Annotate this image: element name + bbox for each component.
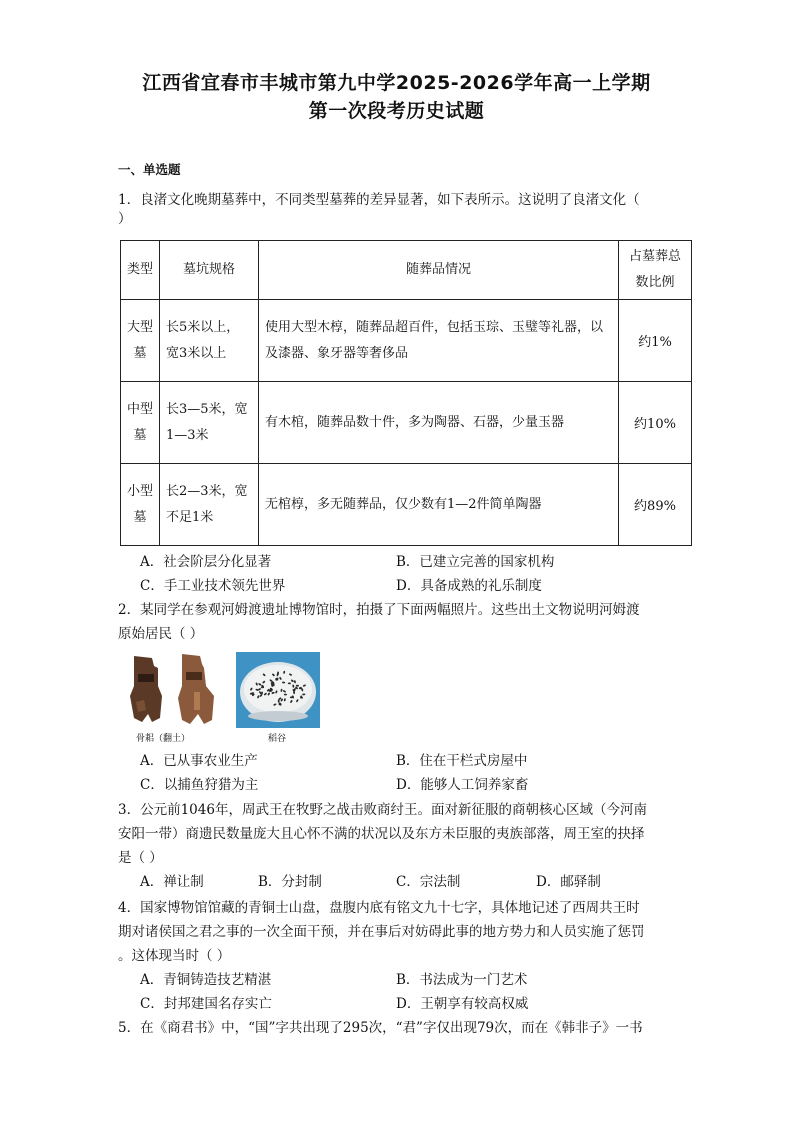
question-2-option-c[interactable]: C．以捕鱼狩猎为主 — [140, 777, 259, 793]
table-cell-type: 中型墓 — [121, 382, 160, 464]
question-2-option-b[interactable]: B．住在干栏式房屋中 — [396, 753, 528, 769]
question-4-stem — [118, 896, 678, 968]
tomb-comparison-table — [120, 240, 692, 546]
table-cell-size: 长3—5米，宽1—3米 — [160, 382, 259, 464]
rice-grains-caption: 稻谷 — [268, 734, 287, 744]
table-header-percentage: 占墓葬总数比例 — [619, 241, 692, 300]
question-1-stem-line2: ） — [118, 211, 132, 227]
question-3-option-c[interactable]: C．宗法制 — [396, 874, 461, 890]
rice-grains-image — [236, 652, 320, 728]
table-row — [121, 382, 692, 464]
question-1-option-d[interactable]: D．具备成熟的礼乐制度 — [396, 578, 542, 594]
question-3-stem-line1: 3．公元前1046年，周武王在牧野之战击败商纣王。面对新征服的商朝核心区域（今河南 — [118, 802, 647, 818]
table-header-goods: 随葬品情况 — [259, 241, 619, 300]
question-5-stem — [118, 1016, 678, 1040]
page-title-line1: 江西省宜春市丰城市第九中学2025-2026学年高一上学期 — [142, 72, 651, 94]
question-5-stem-line1: 5．在《商君书》中，“国”字共出现了295次，“君”字仅出现79次，而在《韩非子》一书 — [118, 1020, 643, 1036]
question-1-stem — [118, 188, 678, 226]
table-cell-size: 长5米以上，宽3米以上 — [160, 300, 259, 382]
table-cell-type: 大型墓 — [121, 300, 160, 382]
question-3-option-a[interactable]: A．禅让制 — [140, 874, 204, 890]
table-cell-type: 小型墓 — [121, 464, 160, 546]
question-1-option-b[interactable]: B．已建立完善的国家机构 — [396, 554, 555, 570]
question-4-option-b[interactable]: B．书法成为一门艺术 — [396, 972, 528, 988]
page-title-line2: 第一次段考历史试题 — [308, 100, 485, 122]
table-header-size: 墓坑规格 — [160, 241, 259, 300]
table-row — [121, 464, 692, 546]
question-3-option-b[interactable]: B．分封制 — [258, 874, 322, 890]
section-heading: 一、单选题 — [118, 162, 181, 177]
question-2-stem-line2: 原始居民（ ） — [118, 626, 204, 642]
question-2-stem — [118, 598, 678, 646]
table-cell-size: 长2—3米，宽不足1米 — [160, 464, 259, 546]
question-4-option-a[interactable]: A．青铜铸造技艺精湛 — [140, 972, 272, 988]
question-1-option-a[interactable]: A．社会阶层分化显著 — [140, 554, 272, 570]
question-3-stem-line2: 安阳一带）商遗民数量庞大且心怀不满的状况以及东方未臣服的夷族部落，周王室的抉择 — [118, 826, 645, 842]
question-3-option-d[interactable]: D．邮驿制 — [536, 874, 601, 890]
question-1-option-c[interactable]: C．手工业技术领先世界 — [140, 578, 286, 594]
table-cell-goods: 无棺椁，多无随葬品，仅少数有1—2件简单陶器 — [259, 464, 619, 546]
question-4-option-d[interactable]: D．王朝享有较高权威 — [396, 996, 529, 1012]
bone-plough-caption: 骨耜（翻土） — [136, 734, 191, 744]
rice-grain — [277, 672, 279, 675]
table-cell-percentage: 约89% — [619, 464, 692, 546]
table-cell-percentage: 约1% — [619, 300, 692, 382]
question-4-stem-line1: 4．国家博物馆馆藏的青铜士山盘，盘腹内底有铭文九十七字，具体地记述了西周共王时 — [118, 900, 640, 916]
table-cell-goods: 有木棺，随葬品数十件，多为陶器、石器，少量玉器 — [259, 382, 619, 464]
table-row — [121, 300, 692, 382]
bone-plough-image — [124, 652, 230, 728]
question-2-option-d[interactable]: D．能够人工饲养家畜 — [396, 777, 529, 793]
table-cell-goods: 使用大型木椁，随葬品超百件，包括玉琮、玉璧等礼器，以及漆器、象牙器等奢侈品 — [259, 300, 619, 382]
question-3-stem — [118, 798, 678, 870]
question-4-stem-line2: 期对诸侯国之君之事的一次全面干预，并在事后对妨碍此事的地方势力和人员实施了惩罚 — [118, 924, 645, 940]
question-2-option-a[interactable]: A．已从事农业生产 — [140, 753, 258, 769]
question-2-stem-line1: 2．某同学在参观河姆渡遗址博物馆时，拍摄了下面两幅照片。这些出土文物说明河姆渡 — [118, 602, 640, 618]
rice-grain — [284, 694, 287, 696]
table-header-type: 类型 — [121, 241, 160, 300]
question-4-stem-line3: 。这体现当时（ ） — [118, 948, 231, 964]
question-3-stem-line3: 是（ ） — [118, 850, 163, 866]
question-4-option-c[interactable]: C．封邦建国名存实亡 — [140, 996, 272, 1012]
question-1-stem-line1: 1．良渚文化晚期墓葬中，不同类型墓葬的差异显著，如下表所示。这说明了良渚文化（ — [118, 192, 640, 208]
table-cell-percentage: 约10% — [619, 382, 692, 464]
